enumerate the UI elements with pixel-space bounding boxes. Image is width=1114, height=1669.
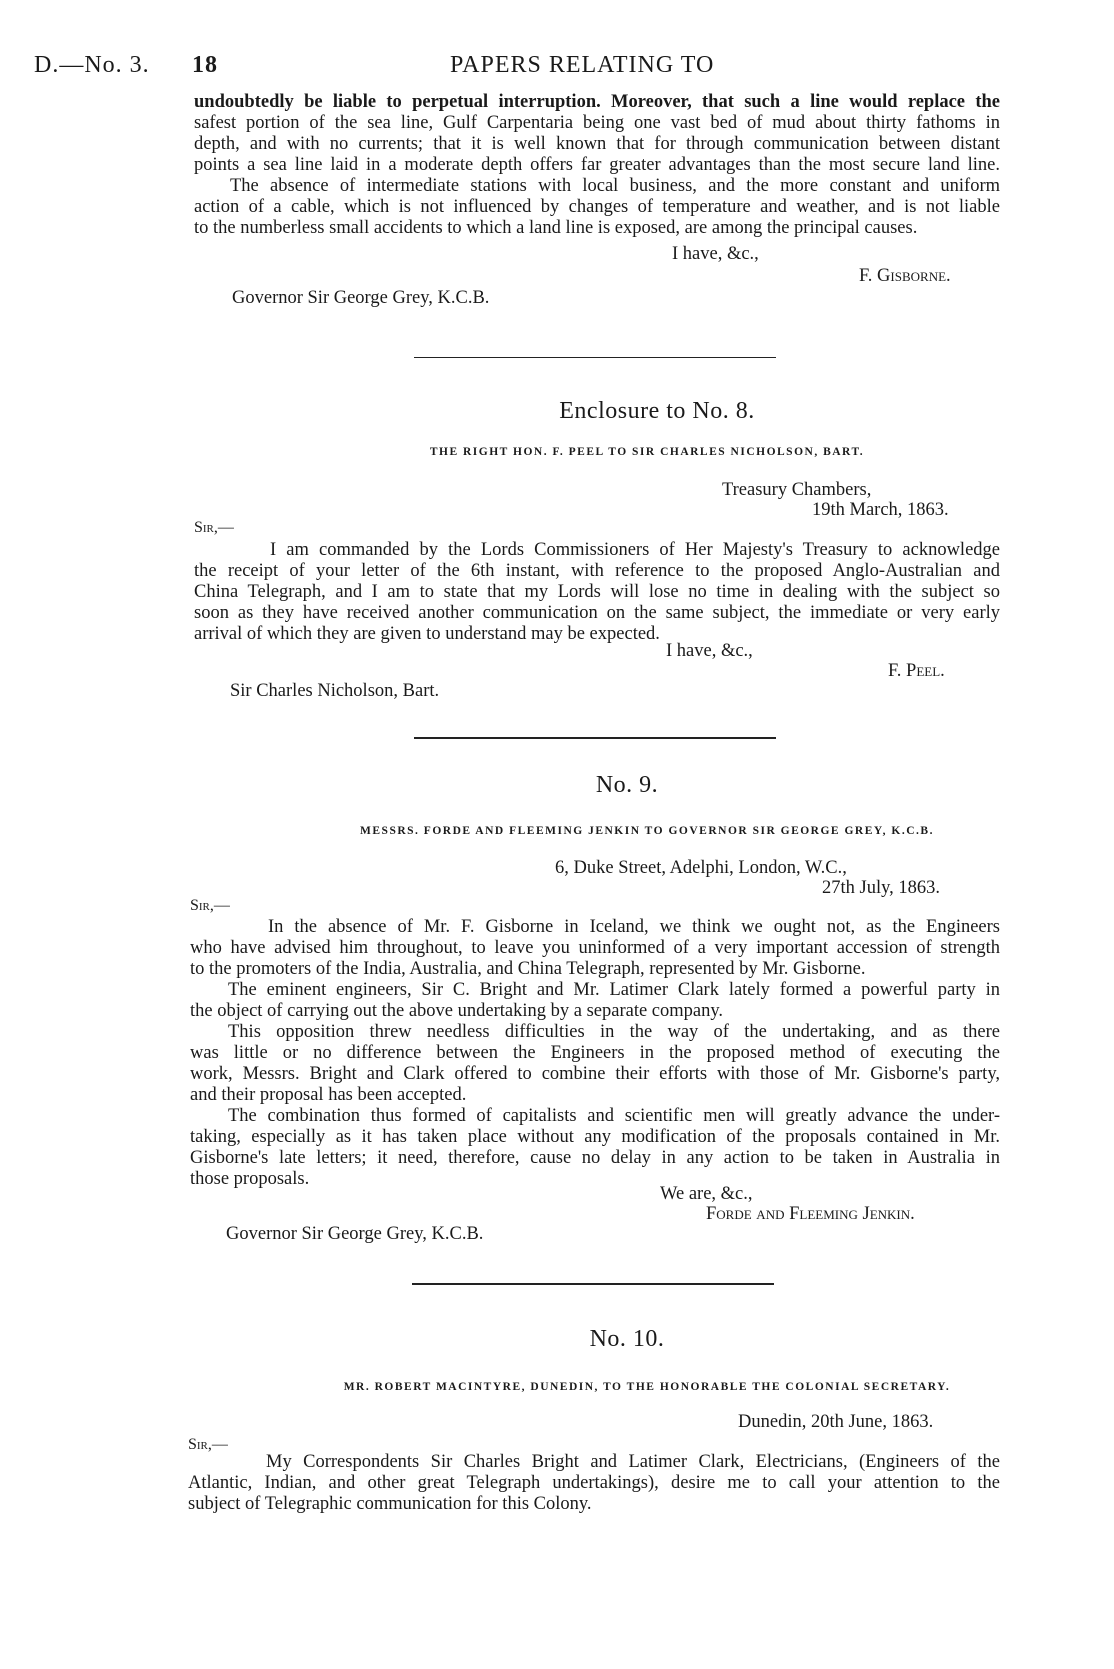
signature: Forde and Fleeming Jenkin. [706, 1204, 915, 1224]
paragraph-line: soon as they have received another communication on the same subject, the immediate or very early [194, 603, 1000, 623]
document-reference: D.—No. 3. [34, 52, 150, 78]
paragraph-line: subject of Telegraphic communication for this Colony. [188, 1494, 592, 1514]
paragraph-line: the object of carrying out the above undertaking by a separate company. [190, 1001, 724, 1021]
paragraph-line: In the absence of Mr. F. Gisborne in Iceland, we think we ought not, as the Engineers [268, 917, 1000, 937]
paragraph-line: the receipt of your letter of the 6th instant, with reference to the proposed Anglo-Australian and [194, 561, 1000, 581]
paragraph-line: work, Messrs. Bright and Clark offered to combine their efforts with those of Mr. Gisborne's party, [190, 1064, 1000, 1084]
paragraph-line: was little or no difference between the Engineers in the proposed method of executing the [190, 1043, 1000, 1063]
closing: We are, &c., [660, 1184, 753, 1204]
section-heading: Enclosure to No. 8. [559, 398, 755, 424]
paragraph-line: and their proposal has been accepted. [190, 1085, 467, 1105]
paragraph-line: Gisborne's late letters; it need, therefore, cause no delay in any action to be taken in Australia in [190, 1148, 1000, 1168]
section-subheading: MR. ROBERT MACINTYRE, DUNEDIN, TO THE HONORABLE THE COLONIAL SECRETARY. [343, 1381, 951, 1393]
divider [414, 737, 776, 739]
section-subheading: MESSRS. FORDE AND FLEEMING JENKIN TO GOVERNOR SIR GEORGE GREY, K.C.B. [360, 825, 934, 837]
letter-date: 19th March, 1863. [812, 500, 949, 520]
addressee: Governor Sir George Grey, K.C.B. [226, 1224, 484, 1244]
page-number: 18 [192, 52, 218, 78]
paragraph-line: arrival of which they are given to understand may be expected. [194, 624, 660, 644]
paragraph-line: points a sea line laid in a moderate depth offers far greater advantages than the most secure land line. [194, 155, 1000, 175]
section-heading: No. 9. [595, 772, 659, 798]
paragraph-line: I am commanded by the Lords Commissioners of Her Majesty's Treasury to acknowledge [270, 540, 1000, 560]
paragraph-line: The absence of intermediate stations with local business, and the more constant and uniform [230, 176, 1000, 196]
paragraph-line: The combination thus formed of capitalists and scientific men will greatly advance the under- [228, 1106, 1000, 1126]
section-heading: No. 10. [589, 1326, 665, 1352]
divider [412, 1283, 774, 1285]
paragraph-line: safest portion of the sea line, Gulf Carpentaria being one vast bed of mud about thirty fathoms in [194, 113, 1000, 133]
paragraph-line: China Telegraph, and I am to state that my Lords will lose no time in dealing with the subject so [194, 582, 1000, 602]
paragraph-line: who have advised him throughout, to leave you uninformed of a very important accession of strength [190, 938, 1000, 958]
closing: I have, &c., [666, 641, 753, 661]
signature: F. Gisborne. [859, 266, 951, 286]
paragraph-line: Atlantic, Indian, and other great Telegraph undertakings), desire me to call your attention to the [188, 1473, 1000, 1493]
paragraph-line: My Correspondents Sir Charles Bright and Latimer Clark, Electricians, (Engineers of the [266, 1452, 1000, 1472]
salutation: Sir,— [190, 897, 230, 914]
page-title: PAPERS RELATING TO [450, 52, 715, 78]
paragraph-line: action of a cable, which is not influenced by changes of temperature and weather, and is not liable [194, 197, 1000, 217]
letter-date: Dunedin, 20th June, 1863. [738, 1412, 934, 1432]
letter-place: Treasury Chambers, [722, 480, 872, 500]
letter-place: 6, Duke Street, Adelphi, London, W.C., [555, 858, 847, 878]
paragraph-line: The eminent engineers, Sir C. Bright and Mr. Latimer Clark lately formed a powerful party in [228, 980, 1000, 1000]
paragraph-line: This opposition threw needless difficulties in the way of the undertaking, and as there [228, 1022, 1000, 1042]
paragraph-line: to the numberless small accidents to which a land line is exposed, are among the principal causes. [194, 218, 918, 238]
closing: I have, &c., [672, 244, 759, 264]
paragraph-line: those proposals. [190, 1169, 310, 1189]
paragraph-line: to the promoters of the India, Australia, and China Telegraph, represented by Mr. Gisborne. [190, 959, 866, 979]
section-subheading: THE RIGHT HON. F. PEEL TO SIR CHARLES NICHOLSON, BART. [429, 446, 865, 458]
paragraph-line: taking, especially as it has taken place without any modification of the proposals contained in Mr. [190, 1127, 1000, 1147]
divider [414, 357, 776, 358]
paragraph-line: depth, and with no currents; that it is well known that for through communication between distant [194, 134, 1000, 154]
paragraph-line: undoubtedly be liable to perpetual interruption. Moreover, that such a line would replace the [194, 92, 1000, 112]
addressee: Governor Sir George Grey, K.C.B. [232, 288, 490, 308]
signature: F. Peel. [888, 661, 945, 681]
salutation: Sir,— [194, 519, 234, 536]
addressee: Sir Charles Nicholson, Bart. [230, 681, 440, 701]
letter-date: 27th July, 1863. [822, 878, 941, 898]
salutation: Sir,— [188, 1436, 228, 1453]
